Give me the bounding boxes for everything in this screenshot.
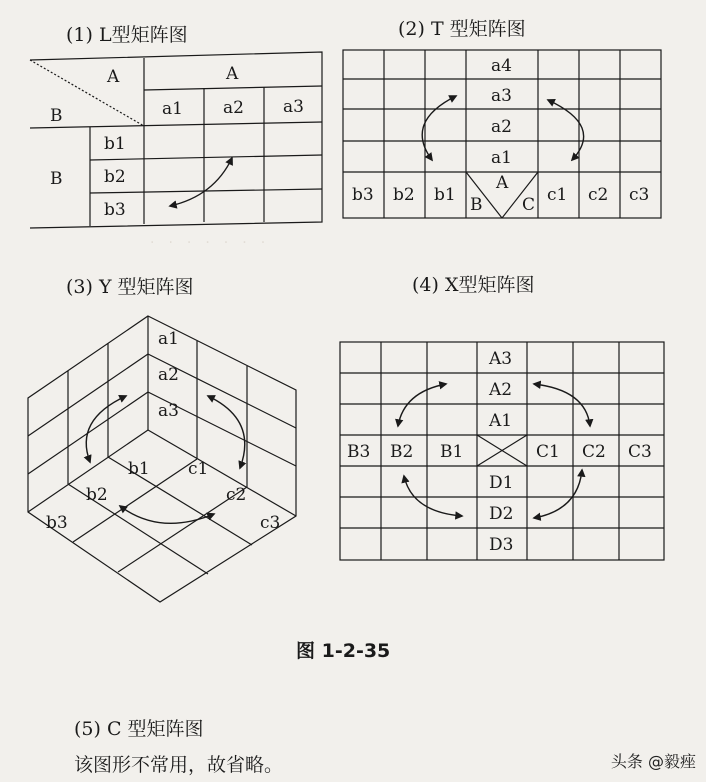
x-matrix-arrow-bottom-right bbox=[534, 470, 582, 518]
y-matrix-arrow-right bbox=[208, 396, 245, 468]
l-row-b3: b3 bbox=[104, 200, 126, 220]
t-a1: a1 bbox=[491, 148, 512, 168]
t-c3: c3 bbox=[629, 185, 650, 205]
x-d3: D3 bbox=[489, 535, 514, 555]
x-c3: C3 bbox=[628, 442, 652, 462]
t-c1: c1 bbox=[547, 185, 568, 205]
l-row-b1: b1 bbox=[104, 134, 126, 154]
l-corner-bottom: B bbox=[50, 106, 63, 126]
l-side-header: B bbox=[50, 169, 63, 189]
x-c1: C1 bbox=[536, 442, 560, 462]
l-col-a2: a2 bbox=[223, 98, 244, 118]
figure-caption: 图 1-2-35 bbox=[296, 640, 391, 662]
y-b3: b3 bbox=[46, 513, 68, 533]
t-center-a: A bbox=[496, 173, 509, 193]
y-matrix-arrow-left bbox=[86, 396, 126, 462]
x-b2: B2 bbox=[390, 442, 414, 462]
x-b1: B1 bbox=[440, 442, 464, 462]
x-matrix-arrow-bottom-left bbox=[404, 476, 462, 516]
heading-l-matrix: (1) L型矩阵图 bbox=[66, 24, 188, 46]
x-matrix-arrow-top-right bbox=[534, 384, 590, 426]
t-center-b: B bbox=[470, 195, 483, 215]
t-a3: a3 bbox=[491, 86, 512, 106]
x-a3: A3 bbox=[489, 349, 513, 369]
y-c3: c3 bbox=[260, 513, 281, 533]
x-a2: A2 bbox=[489, 380, 513, 400]
heading-y-matrix: (3) Y 型矩阵图 bbox=[66, 276, 194, 298]
t-c2: c2 bbox=[588, 185, 609, 205]
c-matrix-note: 该图形不常用，故省略。 bbox=[74, 754, 284, 776]
t-b2: b2 bbox=[393, 185, 415, 205]
l-matrix-diagram bbox=[30, 52, 322, 228]
x-d1: D1 bbox=[489, 473, 514, 493]
watermark: 头条 @毅痤 bbox=[610, 752, 696, 771]
t-b1: b1 bbox=[434, 185, 456, 205]
heading-c-matrix: (5) C 型矩阵图 bbox=[74, 718, 204, 740]
t-a4: a4 bbox=[491, 56, 512, 76]
y-a1: a1 bbox=[158, 329, 179, 349]
y-matrix-arrow-bottom bbox=[120, 506, 214, 523]
y-b2: b2 bbox=[86, 485, 108, 505]
t-center-c: C bbox=[522, 195, 536, 215]
l-row-b2: b2 bbox=[104, 167, 126, 187]
y-a3: a3 bbox=[158, 401, 179, 421]
l-top-header: A bbox=[226, 64, 239, 84]
t-matrix-arrow-left bbox=[422, 96, 456, 160]
heading-t-matrix: (2) T 型矩阵图 bbox=[398, 18, 526, 40]
l-col-a1: a1 bbox=[162, 99, 183, 119]
x-matrix-arrow-top-left bbox=[398, 384, 446, 426]
l-corner-top: A bbox=[107, 67, 120, 87]
y-c2: c2 bbox=[226, 485, 247, 505]
x-matrix-diagram bbox=[340, 342, 664, 560]
x-d2: D2 bbox=[489, 504, 514, 524]
y-matrix-labels bbox=[46, 329, 280, 533]
heading-x-matrix: (4) X型矩阵图 bbox=[412, 274, 535, 296]
x-a1: A1 bbox=[489, 411, 513, 431]
t-matrix-labels bbox=[352, 56, 649, 215]
y-c1: c1 bbox=[188, 459, 209, 479]
y-matrix-diagram bbox=[28, 316, 296, 602]
y-a2: a2 bbox=[158, 365, 179, 385]
l-col-a3: a3 bbox=[283, 97, 304, 117]
y-b1: b1 bbox=[128, 459, 150, 479]
t-b3: b3 bbox=[352, 185, 374, 205]
x-b3: B3 bbox=[347, 442, 371, 462]
bleed-through-text: · · · · · · · bbox=[150, 235, 266, 251]
x-c2: C2 bbox=[582, 442, 606, 462]
l-matrix-arrow bbox=[170, 158, 232, 206]
t-a2: a2 bbox=[491, 117, 512, 137]
